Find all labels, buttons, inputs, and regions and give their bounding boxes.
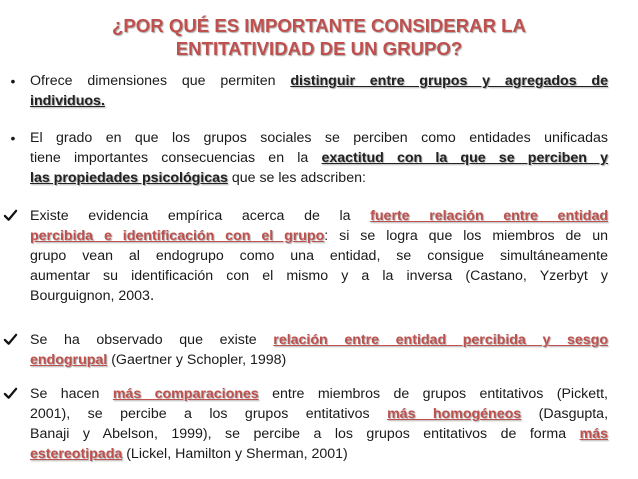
highlight-text: relación entre entidad percibida y sesgo	[273, 332, 608, 348]
emphasis-text: distinguir entre grupos y agregados de	[290, 73, 608, 89]
text-line: grupo vean al endogrupo como una entidad, se consigue simultáneamente	[30, 248, 608, 264]
bullet-dot-icon: •	[10, 73, 16, 89]
check-item-bias	[30, 330, 608, 370]
text-line: las propiedades psicológicas que se les adscriben:	[30, 170, 366, 186]
highlight-text: fuerte relación entre entidad	[370, 208, 608, 224]
check-item-comparisons	[30, 384, 608, 464]
text-line: Bourguignon, 2003.	[30, 287, 155, 304]
slide-title	[20, 14, 618, 60]
text-line: estereotipada (Lickel, Hamilton y Sherman, 2001)	[30, 446, 348, 462]
text-line: 2001), se percibe a los grupos entitativos más homogéneos (Dasgupta,	[30, 406, 609, 422]
highlight-text: más comparaciones	[112, 386, 259, 402]
slide-title-line-1: ¿POR QUÉ ES IMPORTANTE CONSIDERAR LA	[112, 15, 526, 36]
highlight-text: endogrupal	[30, 352, 108, 368]
text-line: Se hacen más comparaciones entre miembros de grupos entitativos (Pickett,	[30, 386, 608, 402]
highlight-text: estereotipada	[30, 446, 123, 462]
text-line: endogrupal (Gaertner y Schopler, 1998)	[30, 352, 287, 368]
check-item-evidence	[30, 206, 608, 306]
emphasis-text: individuos.	[30, 93, 105, 109]
slide-title-line-2: ENTITATIVIDAD DE UN GRUPO?	[175, 38, 463, 59]
text-line: aumentar su identificación con el mismo y a la inversa (Castano, Yzerbyt y	[30, 268, 608, 284]
text-line: El grado en que los grupos sociales se perciben como entidades unificadas	[30, 130, 608, 146]
text-line: percibida e identificación con el grupo: si se logra que los miembros de un	[30, 228, 609, 244]
highlight-text: más	[579, 426, 608, 442]
highlight-text: más homogéneos	[387, 406, 522, 422]
text-line: Existe evidencia empírica acerca de la fuerte relación entre entidad	[30, 208, 608, 224]
checkmark-icon	[3, 332, 18, 347]
bullet-item-consequences	[10, 128, 608, 188]
highlight-text: percibida e identificación con el grupo	[30, 228, 325, 244]
text-line: tiene importantes consecuencias en la exactitud con la que se perciben y	[30, 150, 608, 166]
emphasis-text: las propiedades psicológicas	[30, 170, 228, 186]
text-line: Se ha observado que existe relación entre entidad percibida y sesgo	[30, 332, 608, 348]
emphasis-text: exactitud con la que se perciben y	[321, 150, 608, 166]
text-line: Banaji y Abelson, 1999), se percibe a los grupos entitativos de forma más	[30, 426, 608, 442]
bullet-dot-icon: •	[10, 130, 16, 146]
checkmark-icon	[3, 386, 18, 401]
checkmark-icon	[3, 208, 18, 223]
bullet-item-dimensions	[10, 71, 608, 111]
text-line	[30, 91, 608, 111]
text-line: Ofrece dimensiones que permiten distinguir entre grupos y agregados de	[30, 73, 608, 89]
